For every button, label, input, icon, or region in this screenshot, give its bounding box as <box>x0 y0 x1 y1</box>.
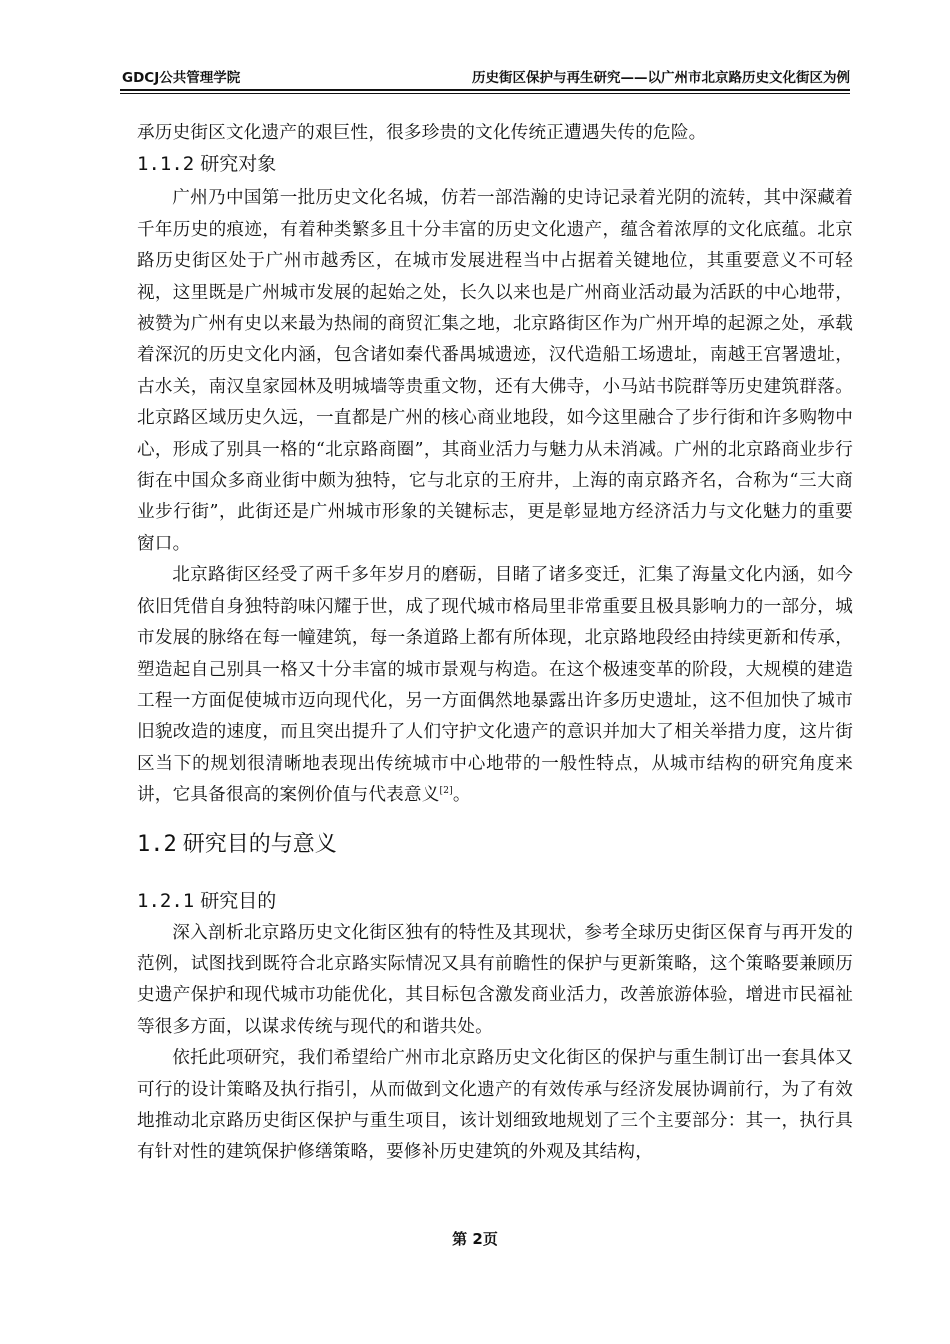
section-title: 研究目的与意义 <box>182 831 337 857</box>
section-title: 研究对象 <box>200 153 277 176</box>
paragraph-end: 。 <box>452 785 471 806</box>
paragraph-continued: 承历史街区文化遗产的艰巨性，很多珍贵的文化传统正遭遇失传的危险。 <box>137 123 707 143</box>
paragraph-research-object: 广州乃中国第一批历史文化名城，仿若一部浩瀚的史诗记录着光阴的流转，其中深藏着千年历史的痕迹，有着种类繁多且十分丰富的历史文化遗产，蕴含着浓厚的文化底蕴。北京路历史街区处于广州市越秀区，在城市发展进程当中占据着关键地位，其重要意义不可轻视，这里既是广州城市发展的起始之处，长久以来也是广州商业活动最为活跃的中心地带，被赞为广州有史以来最为热闹的商贸汇集之地，北京路街区作为广州开埠的起源之处，承载着深沉的历史文化内涵，包含诸如秦代番禺城遗迹，汉代造船工场遗址，南越王宫署遗址，古水关，南汉皇家园林及明城墙等贵重文物，还有大佛寺，小马站书院群等历史建筑群落。北京路区域历史久远，一直都是广州的核心商业地段，如今这里融合了步行街和许多购物中心，形成了别具一格的“北京路商圈”，其商业活力与魅力从未消减。广州的北京路商业步行街在中国众多商业街中颇为独特，它与北京的王府井，上海的南京路齐名，合称为“三大商业步行街”，此街还是广州城市形象的关键标志，更是彰显地方经济活力与文化魅力的重要窗口。 <box>137 188 853 554</box>
section-heading-1-1-2 <box>137 151 853 177</box>
section-number: 1.2.1 <box>137 889 195 912</box>
section-heading-1-2-1 <box>137 888 853 914</box>
header-rule <box>120 89 850 91</box>
page-header <box>120 66 850 88</box>
page-content <box>137 118 853 1169</box>
paragraph-beijing-road-evolution <box>137 560 853 811</box>
header-institution: GDCJ公共管理学院 <box>122 70 241 86</box>
section-number: 1.1.2 <box>137 153 195 176</box>
section-heading-1-2 <box>137 830 853 860</box>
citation-ref: [2] <box>439 786 453 797</box>
paragraph-research-plan: 依托此项研究，我们希望给广州市北京路历史文化街区的保护与重生制订出一套具体又可行的设计策略及执行指引，从而做到文化遗产的有效传承与经济发展协调前行，为了有效地推动北京路历史街区保护与重生项目，该计划细致地规划了三个主要部分：其一，执行具有针对性的建筑保护修缮策略，要修补历史建筑的外观及其结构， <box>137 1048 853 1163</box>
section-title: 研究目的 <box>200 889 277 912</box>
header-paper-title: 历史街区保护与再生研究——以广州市北京路历史文化街区为例 <box>472 70 850 86</box>
paragraph-research-purpose: 深入剖析北京路历史文化街区独有的特性及其现状，参考全球历史街区保育与再开发的范例，试图找到既符合北京路实际情况又具有前瞻性的保护与更新策略，这个策略要兼顾历史遗产保护和现代城市功能优化，其目标包含激发商业活力，改善旅游体验，增进市民福祉等很多方面，以谋求传统与现代的和谐共处。 <box>137 922 853 1037</box>
header-rule-thin <box>120 93 850 94</box>
page-number: 第 2页 <box>452 1230 498 1248</box>
section-number: 1.2 <box>137 831 177 857</box>
paragraph-text: 北京路街区经受了两千多年岁月的磨砺，目睹了诸多变迁，汇集了海量文化内涵，如今依旧凭借自身独特韵味闪耀于世，成了现代城市格局里非常重要且极具影响力的一部分，城市发展的脉络在每一幢建筑，每一条道路上都有所体现，北京路地段经由持续更新和传承，塑造起自己别具一格又十分丰富的城市景观与构造。在这个极速变革的阶段，大规模的建造工程一方面促使城市迈向现代化，另一方面偶然地暴露出许多历史遗址，这不但加快了城市旧貌改造的速度，而且突出提升了人们守护文化遗产的意识并加大了相关举措力度，这片街区当下的规划很清晰地表现出传统城市中心地带的一般性特点，从城市结构的研究角度来讲，它具备很高的案例价值与代表意义 <box>137 565 853 806</box>
